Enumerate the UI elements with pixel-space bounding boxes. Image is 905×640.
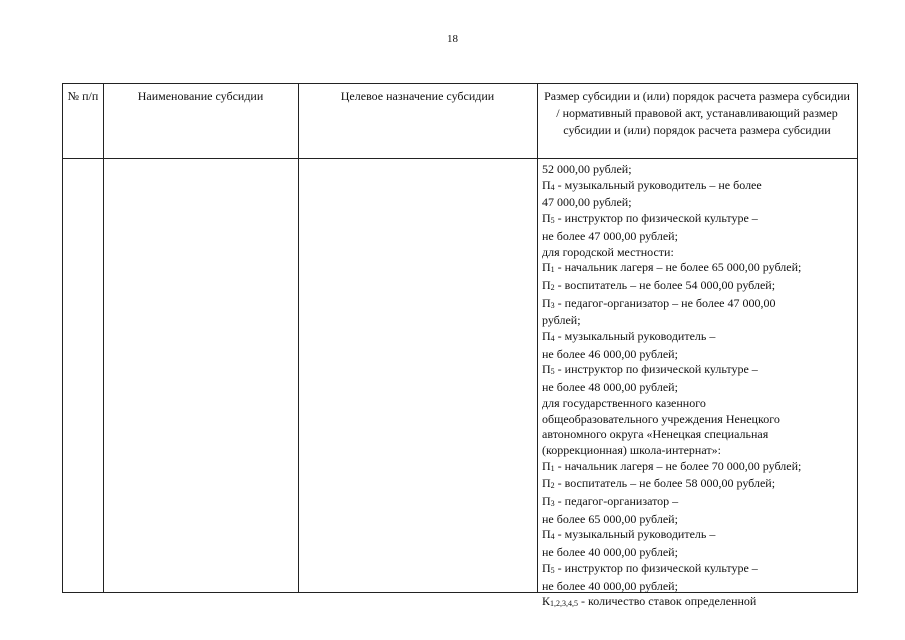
size-line: $К_{1,2,3,4,5}$ - количество ставок определенной bbox=[542, 594, 757, 609]
size-line: $П_2$ - воспитатель – не более 58 000,00 рублей; bbox=[542, 476, 776, 491]
size-line: для городской местности: bbox=[542, 244, 674, 259]
size-line: 47 000,00 рублей; bbox=[542, 195, 632, 210]
header-purpose: Целевое назначение субсидии bbox=[340, 89, 495, 103]
size-line: для государственного казенного bbox=[542, 395, 706, 410]
size-line: $П_3$ - педагог-организатор – bbox=[542, 494, 679, 509]
size-line: не более 48 000,00 рублей; bbox=[542, 380, 678, 395]
col-border-1 bbox=[103, 83, 104, 593]
size-line: 52 000,00 рублей; bbox=[542, 162, 632, 176]
subsidy-size-cell bbox=[542, 162, 862, 612]
size-line: $П_2$ - воспитатель – не более 54 000,00 рублей; bbox=[542, 277, 776, 292]
size-line: не более 65 000,00 рублей; bbox=[542, 511, 678, 526]
page-number: 18 bbox=[447, 33, 458, 45]
size-line: (коррекционная) школа-интернат»: bbox=[542, 442, 721, 457]
size-line: автономного округа «Ненецкая специальная bbox=[542, 427, 769, 442]
header-num: № п/п bbox=[67, 89, 99, 103]
header-size: Размер субсидии и (или) порядок расчета размера субсидии / нормативный правовой акт, устанавливающий размер субсидии и (или) порядок расчета размера субсидии bbox=[544, 89, 850, 137]
size-line: не более 47 000,00 рублей; bbox=[542, 228, 678, 243]
header-name: Наименование субсидии bbox=[137, 89, 264, 103]
size-line: не более 46 000,00 рублей; bbox=[542, 346, 678, 361]
size-line: рублей; bbox=[542, 313, 581, 328]
size-line: не более 40 000,00 рублей; bbox=[542, 578, 678, 593]
size-line: $П_4$ - музыкальный руководитель – не более bbox=[542, 177, 762, 192]
col-border-2 bbox=[298, 83, 299, 593]
size-line: $П_5$ - инструктор по физической культуре – bbox=[542, 211, 758, 226]
size-line: $П_1$ - начальник лагеря – не более 70 000,00 рублей; bbox=[542, 458, 802, 473]
header-bottom-border bbox=[62, 158, 858, 159]
col-border-3 bbox=[537, 83, 538, 593]
size-line: $П_4$ - музыкальный руководитель – bbox=[542, 527, 716, 542]
size-line: общеобразовательного учреждения Ненецкого bbox=[542, 411, 780, 426]
size-line: не более 40 000,00 рублей; bbox=[542, 545, 678, 560]
size-line: $П_4$ - музыкальный руководитель – bbox=[542, 329, 716, 344]
size-line: $П_1$ - начальник лагеря – не более 65 000,00 рублей; bbox=[542, 260, 802, 275]
size-line: $П_5$ - инструктор по физической культуре – bbox=[542, 362, 758, 377]
table-top-border bbox=[62, 83, 858, 84]
size-line: $П_3$ - педагог-организатор – не более 47 000,00 bbox=[542, 295, 776, 310]
size-line: $П_5$ - инструктор по физической культуре – bbox=[542, 560, 758, 575]
col-border-left bbox=[62, 83, 63, 593]
